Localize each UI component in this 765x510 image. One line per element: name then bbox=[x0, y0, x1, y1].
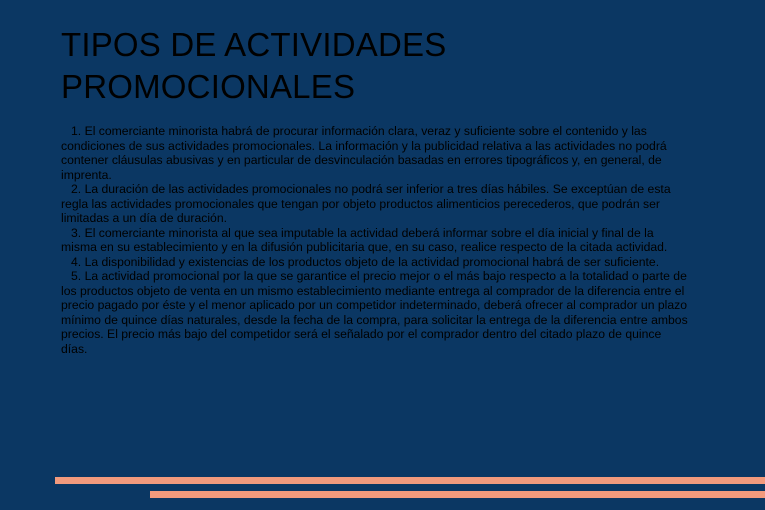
paragraph-text: El comerciante minorista habrá de procurar información clara, veraz y suficiente sobre el contenido y las condiciones de sus actividades promocionales. La información y la publicidad relativa a las actividades no podrá contener cláusulas abusivas y en particular de desvinculación basadas en errores tipográficos y, en general, de imprenta. bbox=[61, 124, 667, 182]
paragraph-text: El comerciante minorista al que sea imputable la actividad deberá informar sobre el día inicial y final de la misma en su establecimiento y en la difusión publicitaria que, en su caso, realice respecto de la citada actividad. bbox=[61, 225, 668, 254]
paragraph-4 bbox=[61, 255, 691, 270]
paragraph-1 bbox=[61, 124, 691, 182]
paragraph-3 bbox=[61, 226, 691, 255]
paragraph-text: La actividad promocional por la que se garantice el precio mejor o el más bajo respecto a la totalidad o parte de los productos objeto de venta en un mismo establecimiento mediante entrega al comprador de la diferencia entre el precio pagado por éste y el menor aplicado por un competidor indeterminado, deberá ofrecer al comprador un plazo mínimo de quince días naturales, desde la fecha de la compra, para solicitar la entrega de la diferencia entre ambos precios. El precio más bajo del competidor será el señalado por el comprador dentro del citado plazo de quince días. bbox=[61, 269, 688, 356]
paragraph-number: 2. bbox=[71, 182, 82, 196]
slide-title-line1: TIPOS DE ACTIVIDADES bbox=[61, 26, 447, 63]
paragraph-number: 5. bbox=[71, 269, 82, 283]
decorative-bar-top bbox=[55, 477, 765, 484]
decorative-bar-bottom bbox=[150, 491, 765, 498]
slide-title bbox=[61, 24, 701, 108]
paragraph-text: La duración de las actividades promocionales no podrá ser inferior a tres días hábiles. Se exceptúan de esta regla las actividades promocionales que tengan por objeto productos alimenticios perecederos, que podrán ser limitadas a un día de duración. bbox=[61, 182, 671, 225]
slide-body bbox=[61, 124, 691, 356]
paragraph-5 bbox=[61, 269, 691, 356]
paragraph-number: 4. bbox=[71, 254, 82, 269]
paragraph-number: 3. bbox=[71, 225, 82, 240]
paragraph-text: La disponibilidad y existencias de los productos objeto de la actividad promocional habrá de ser suficiente. bbox=[84, 254, 660, 269]
slide-title-line2: PROMOCIONALES bbox=[61, 68, 356, 105]
paragraph-2 bbox=[61, 182, 691, 226]
paragraph-number: 1. bbox=[71, 124, 82, 138]
